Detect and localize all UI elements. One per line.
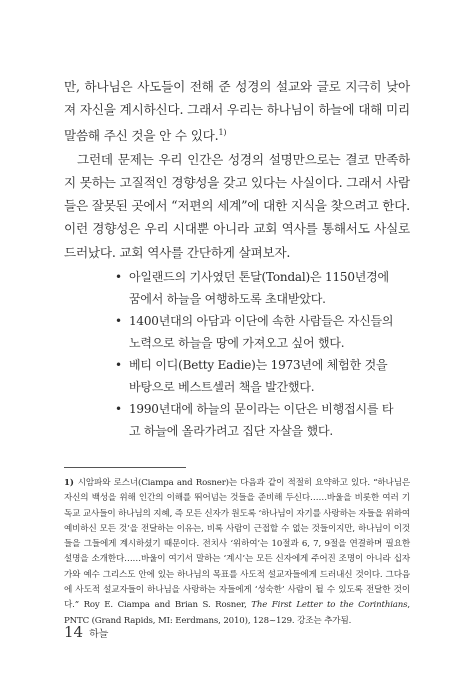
footnote-text: 시암파와 로스너(Ciampa and Rosner)는 다음과 같이 적절히 요약하고 있다. “하나님은 자신의 백성을 위해 인간의 이해를 뛰어넘는 것들을 준비해 두신다……바울을 비롯한 여러 기독교 교사들이 하나님의 지혜, 즉 모든 신자가 원도록 ‘하나님이 자기를 사랑하는 자들을 위하여 예비하신 모든 것’을 전달하는 이유는, 비록 사람이 근접할 수 없는 것들이지만, 하나님이 이것들을 그들에게 계시하셨기 때문이다. 전치사 ‘위하여’는 10절과 6, 7, 9절을 연결하며 필요한 설명을 소개한다……바울이 여기서 말하는 ‘계시’는 모든 신자에게 주어진 조명이 아니라 십자가와 예수 그리스도 안에 있는 하나님의 목표를 사도적 설교자들에게 드러내신 것이다. 그다음에 사도적 설교자들이 하나님을 사랑하는 자들에게 ‘성숙한’ 사람이 될 수 있도록 전달한 것이다.” Roy E. Ciampa and Brian S. Rosner, xyxy=(64,478,410,611)
running-head: 하늘 xyxy=(89,629,109,640)
footnote-reference: 1) xyxy=(218,128,227,138)
list-item-text: 1990년대에 하늘의 문이라는 이단은 비행접시를 타고 하늘에 올라가려고 집단 자살을 했다. xyxy=(129,402,394,438)
footnote-number: 1) xyxy=(64,478,74,488)
list-item-text: 베티 이디(Betty Eadie)는 1973년에 체험한 것을 바탕으로 베스트셀러 책을 발간했다. xyxy=(129,358,388,394)
paragraph-continued xyxy=(64,75,410,148)
footnote-divider xyxy=(64,467,186,468)
bullet-icon: • xyxy=(115,402,122,416)
bullet-icon: • xyxy=(115,358,122,372)
bullet-list xyxy=(115,266,395,442)
bullet-icon: • xyxy=(115,270,122,284)
footnote-text-end: , PNTC (Grand Rapids, MI: Eerdmans, 2010), 128~129. 강조는 추가됨. xyxy=(64,600,411,626)
list-item xyxy=(115,398,395,442)
bullet-icon: • xyxy=(115,314,122,328)
list-item-text: 1400년대의 아담과 이단에 속한 사람들은 자신들의 노력으로 하늘을 땅에 가져오고 싶어 했다. xyxy=(129,314,394,350)
main-body-text xyxy=(64,75,410,264)
list-item xyxy=(115,266,395,310)
list-item xyxy=(115,354,395,398)
paragraph-text: 만, 하나님은 사도들이 전해 준 성경의 설교와 글로 지극히 낮아져 자신을 계시하신다. 그래서 우리는 하나님이 하늘에 대해 미리 말씀해 주신 것을 안 수 있다. xyxy=(64,79,410,144)
page-footer xyxy=(64,623,108,641)
footnote-book-title: The First Letter to the Corinthians xyxy=(251,600,408,611)
page-number: 14 xyxy=(64,623,84,641)
paragraph: 그런데 문제는 우리 인간은 성경의 설명만으로는 결코 만족하지 못하는 고질적인 경향성을 갖고 있다는 사실이다. 그래서 사람들은 잘못된 곳에서 “저편의 세계”에 대한 지식을 찾으려고 한다. 이런 경향성은 우리 시대뿐 아니라 교회 역사를 통해서도 사실로 드러났다. 교회 역사를 간단하게 살펴보자. xyxy=(64,151,410,260)
footnote xyxy=(64,476,410,629)
list-item xyxy=(115,310,395,354)
list-item-text: 아일랜드의 기사였던 톤달(Tondal)은 1150년경에 꿈에서 하늘을 여행하도록 초대받았다. xyxy=(129,270,389,306)
